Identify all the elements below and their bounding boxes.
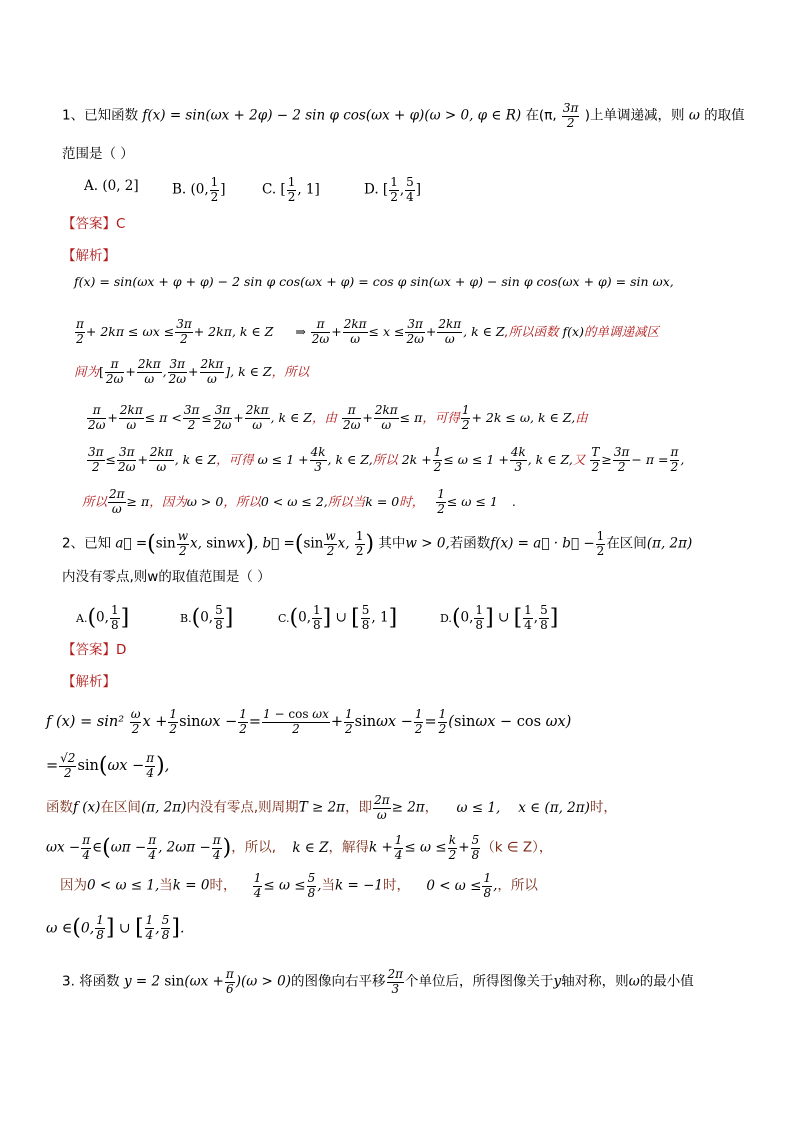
- q2-stem-line2: 内没有零点,则w的取值范围是（ ）: [62, 569, 271, 585]
- q1-analysis-line4: $\frac{\pi}{2\omega}$ + $\frac{2k\pi}{\omega}$ ≤ π < $\frac{3\pi}{2}$ ≤ $\frac{3\pi}{2\omega}$ + $\frac{2k\pi}{\omega}$ , k ∈ Z，由 $\frac{\pi}{2\omega}$ + $\frac{2k\pi}{\omega}$ ≤ π，可得 $\frac{1}{2}$ + 2k ≤ ω, k ∈ Z,由: [88, 403, 588, 432]
- q2-answer: [62, 644, 126, 658]
- q1-analysis-line1: f(x) = sin(ωx + φ + φ) − 2 sin φ cos(ωx + φ) = cos φ sin(ωx + φ) − sin φ cos(ωx + φ) = sin ωx,: [74, 274, 674, 289]
- q1-analysis-line3: 间为[ $\frac{\pi}{2\omega}$ + $\frac{2k\pi}{\omega}$ , $\frac{3\pi}{2\omega}$ + $\frac{2k\pi}{\omega}$ ], k ∈ Z，所以: [74, 357, 310, 386]
- answer-label: 【答案】: [62, 216, 116, 232]
- q2-option-d: D.(0, $\frac{1}{8}$ ] ∪ [ $\frac{1}{4}$ , $\frac{5}{8}$ ]: [440, 603, 559, 632]
- q3-stem-line1: 3. 将函数 y = 2 sin(ωx + $\frac{\pi}{6}$ )(ω > 0)的图像向右平移 $\frac{2\pi}{3}$ 个单位后，所得图像关于y轴对称，则ω的最小值: [62, 967, 694, 996]
- q1-analysis-line6: 所以 $\frac{2\pi}{\omega}$ ≥ π，因为ω > 0，所以0 < ω ≤ 2,所以当k = 0时， $\frac{1}{2}$ ≤ ω ≤ 1 .: [82, 487, 516, 516]
- q1-stem-line1: [62, 102, 745, 131]
- q2-analysis-label: 【解析】: [62, 674, 116, 690]
- q2-analysis-line3: 函数f (x)在区间(π, 2π)内没有零点,则周期T ≥ 2π，即 $\frac{2\pi}{\omega}$ ≥ 2π， ω ≤ 1, x ∈ (π, 2π)时，: [46, 793, 617, 822]
- q2-analysis-line1: f (x) = sin² $\frac{\omega}{2}$ x + $\frac{1}{2}$ sinωx − $\frac{1}{2}$ = $\frac{\text{1 − cos ωx}}{2}$ + $\frac{1}{2}$ sinωx − $\frac{1}{2}$ = $\frac{1}{2}$ (sinωx − cos ωx): [46, 707, 572, 736]
- q1-analysis-line2: $\frac{\pi}{2}$ + 2kπ ≤ ωx ≤ $\frac{3\pi}{2}$ + 2kπ, k ∈ Z ⇒ $\frac{\pi}{2\omega}$ + $\frac{2k\pi}{\omega}$ ≤ x ≤ $\frac{3\pi}{2\omega}$ + $\frac{2k\pi}{\omega}$ , k ∈ Z,所以函数 f(x)的单调递减区: [76, 317, 659, 346]
- q2-analysis-line4: ωx − $\frac{\pi}{4}$ ∈(ωπ − $\frac{\pi}{4}$ , 2ωπ − $\frac{\pi}{4}$ )，所以, k ∈ Z，解得k + $\frac{1}{4}$ ≤ ω ≤ $\frac{k}{2}$ + $\frac{5}{8}$ （k ∈ Z），: [46, 833, 553, 862]
- answer-value: D: [116, 642, 127, 658]
- q1-stem-prefix: 1、已知函数: [62, 107, 139, 124]
- q1-analysis-label: 【解析】: [62, 248, 116, 264]
- q1-interval-pre: 在(π,: [525, 107, 557, 124]
- q2-option-a: A.(0, $\frac{1}{8}$ ]: [76, 603, 130, 632]
- q1-analysis-line5: $\frac{3\pi}{2}$ ≤ $\frac{3\pi}{2\omega}$ + $\frac{2k\pi}{\omega}$ , k ∈ Z，可得 ω ≤ 1 + $\frac{4k}{3}$ , k ∈ Z,所以 2k + $\frac{1}{2}$ ≤ ω ≤ 1 + $\frac{4k}{3}$ , k ∈ Z,又 $\frac{T}{2}$ ≥ $\frac{3\pi}{2}$ − π = $\frac{\pi}{2}$ ,: [88, 445, 685, 474]
- q3-stem-prefix: 3. 将函数: [62, 973, 120, 990]
- q1-omega: ω: [688, 107, 700, 124]
- q2-analysis-line5: 因为0 < ω ≤ 1,当k = 0时， $\frac{1}{4}$ ≤ ω ≤ $\frac{5}{8}$ ,当k = −1时， 0 < ω ≤ $\frac{1}{8}$ ,，所以: [60, 871, 538, 900]
- q2-stem-line1: 2、已知 a⃗ =(sin $\frac{w}{2}$ x, sinwx), b⃗ =(sin $\frac{w}{2}$ x, $\frac{1}{2}$ ) 其中w > 0,若函数f(x) = a⃗ · b⃗ − $\frac{1}{2}$ 在区间(π, 2π): [62, 529, 693, 558]
- q2-analysis-line2: = $\frac{√2}{2}$ sin(ωx − $\frac{\pi}{4}$ ),: [46, 751, 170, 780]
- q1-answer: [62, 218, 125, 232]
- q2-stem-prefix: 2、已知: [62, 535, 112, 552]
- q2-analysis-line6: ω ∈(0, $\frac{1}{8}$ ] ∪ [ $\frac{1}{4}$ , $\frac{5}{8}$ ].: [46, 913, 185, 942]
- q1-function: f(x) = sin(ωx + 2φ) − 2 sin φ cos(ωx + φ)(ω > 0, φ ∈ R): [142, 107, 522, 124]
- q1-option-d: D. [ $\frac{1}{2}$ , $\frac{5}{4}$ ]: [364, 175, 422, 204]
- q2-option-c: C.(0, $\frac{1}{8}$ ] ∪ [ $\frac{5}{8}$ , 1]: [278, 603, 398, 632]
- q1-option-c: C. [ $\frac{1}{2}$ , 1]: [262, 175, 320, 204]
- q1-option-a: A. (0, 2]: [84, 178, 139, 194]
- q1-option-b: B. (0, $\frac{1}{2}$ ]: [172, 175, 226, 204]
- q1-stem-suffix: )上单调递减，则: [584, 107, 685, 124]
- answer-label: 【答案】: [62, 642, 116, 658]
- answer-value: C: [116, 216, 126, 232]
- q2-option-b: B.(0, $\frac{5}{8}$ ]: [180, 603, 234, 632]
- q1-interval-fraction: $\frac{3\pi}{2}$: [562, 101, 579, 130]
- q1-stem-line2: 范围是（ ）: [62, 146, 134, 162]
- q1-stem-end: 的取值: [704, 107, 745, 124]
